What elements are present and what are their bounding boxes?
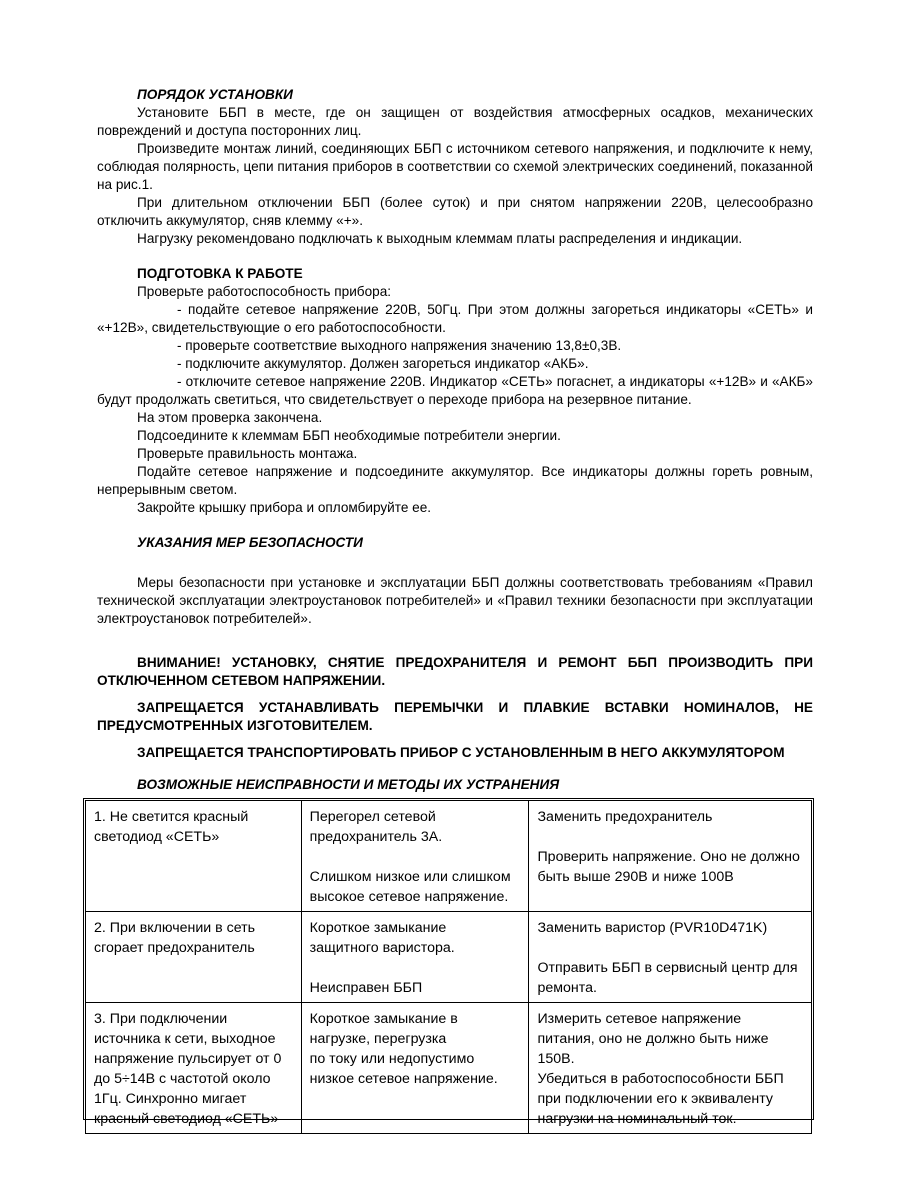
install-paragraph-3: При длительном отключении ББП (более суток) и при снятом напряжении 220В, целесообразно отключить аккумулятор, сняв клемму «+». <box>97 195 813 228</box>
prepare-heading: ПОДГОТОВКА К РАБОТЕ <box>137 266 303 281</box>
cell-text: 2. При включении в сеть <box>94 920 256 936</box>
faults-table <box>85 800 812 1134</box>
cause-cell <box>301 1003 529 1134</box>
warning-3: ЗАПРЕЩАЕТСЯ ТРАНСПОРТИРОВАТЬ ПРИБОР С УСТАНОВЛЕННЫМ В НЕГО АККУМУЛЯТОРОМ <box>137 745 785 760</box>
cell-text: Перегорел сетевой <box>309 809 436 825</box>
faults-heading: ВОЗМОЖНЫЕ НЕИСПРАВНОСТИ И МЕТОДЫ ИХ УСТРАНЕНИЯ <box>137 777 560 792</box>
safety-paragraph: Меры безопасности при установке и эксплуатации ББП должны соответствовать требованиям «Правил технической эксплуатации электроустановок потребителей» и «Правил техники безопасности при эксплуатации электроустановок потребителей». <box>97 575 813 626</box>
cell-text: предохранитель 3А. <box>309 829 443 845</box>
prepare-step-1: - подайте сетевое напряжение 220В, 50Гц. При этом должны загореться индикаторы «СЕТЬ» и «+12В», свидетельствующие о его работоспособности. <box>97 302 813 335</box>
cell-text: высокое сетевое напряжение. <box>309 889 509 905</box>
cell-text: Заменить варистор (PVR10D471K) <box>537 920 768 936</box>
warning-2: ЗАПРЕЩАЕТСЯ УСТАНАВЛИВАТЬ ПЕРЕМЫЧКИ И ПЛАВКИЕ ВСТАВКИ НОМИНАЛОВ, НЕ ПРЕДУСМОТРЕННЫХ ИЗГОТОВИТЕЛЕМ. <box>97 700 813 733</box>
cell-text: Измерить сетевое напряжение <box>537 1011 742 1027</box>
cell-text: при подключении его к эквиваленту <box>537 1091 774 1107</box>
cell-text: Заменить предохранитель <box>537 809 713 825</box>
problem-cell <box>86 1003 302 1134</box>
prepare-line-4: Подайте сетевое напряжение и подсоедините аккумулятор. Все индикаторы должны гореть ровным, непрерывным светом. <box>97 464 813 497</box>
prepare-step-2: - проверьте соответствие выходного напряжения значению 13,8±0,3В. <box>177 338 622 353</box>
cell-text: Короткое замыкание <box>309 920 447 936</box>
cell-text: низкое сетевое напряжение. <box>309 1071 498 1087</box>
fix-cell <box>529 801 812 912</box>
problem-cell <box>86 801 302 912</box>
cause-cell <box>301 912 529 1003</box>
prepare-intro: Проверьте работоспособность прибора: <box>137 284 392 299</box>
install-paragraph-1: Установите ББП в месте, где он защищен от воздействия атмосферных осадков, механических повреждений и доступа посторонних лиц. <box>97 105 813 138</box>
cell-text: нагрузке, перегрузка <box>309 1031 447 1047</box>
install-heading: ПОРЯДОК УСТАНОВКИ <box>137 87 293 102</box>
prepare-line-2: Подсоедините к клеммам ББП необходимые потребители энергии. <box>137 428 561 443</box>
table-row <box>86 1003 812 1134</box>
cell-text: Проверить напряжение. Оно не должно <box>537 849 800 865</box>
warning-1: ВНИМАНИЕ! УСТАНОВКУ, СНЯТИЕ ПРЕДОХРАНИТЕЛЯ И РЕМОНТ ББП ПРОИЗВОДИТЬ ПРИ ОТКЛЮЧЕННОМ СЕТЕВОМ НАПРЯЖЕНИИ. <box>97 655 813 688</box>
cause-cell <box>301 801 529 912</box>
cell-text: сгорает предохранитель <box>94 940 255 956</box>
prepare-line-3: Проверьте правильность монтажа. <box>137 446 358 461</box>
problem-cell <box>86 912 302 1003</box>
cell-text: защитного варистора. <box>309 940 455 956</box>
cell-text: 1Гц. Синхронно мигает <box>94 1091 247 1107</box>
cell-text: Убедиться в работоспособности ББП <box>537 1071 784 1087</box>
fix-cell <box>529 912 812 1003</box>
cell-text: красный светодиод «СЕТЬ» <box>94 1111 279 1127</box>
cell-text: до 5÷14В с частотой около <box>94 1071 271 1087</box>
install-paragraph-2: Произведите монтаж линий, соединяющих ББП с источником сетевого напряжения, и подключите к нему, соблюдая полярность, цепи питания приборов в соответствии со схемой электрических соединений, показанной на рис.1. <box>97 141 813 192</box>
install-paragraph-4: Нагрузку рекомендовано подключать к выходным клеммам платы распределения и индикации. <box>137 231 743 246</box>
cell-text: светодиод «СЕТЬ» <box>94 829 220 845</box>
fix-cell <box>529 1003 812 1134</box>
cell-text: питания, оно не должно быть ниже <box>537 1031 769 1047</box>
prepare-step-4: - отключите сетевое напряжение 220В. Индикатор «СЕТЬ» погаснет, а индикаторы «+12В» и «АКБ» будут продолжать светиться, что свидетельствует о переходе прибора на резервное питание. <box>97 374 813 407</box>
table-row <box>86 912 812 1003</box>
cell-text: ремонта. <box>537 980 597 996</box>
cell-text: 3. При подключении <box>94 1011 228 1027</box>
cell-text: Короткое замыкание в <box>309 1011 458 1027</box>
cell-text: Неисправен ББП <box>309 980 423 996</box>
table-row <box>86 801 812 912</box>
prepare-line-5: Закройте крышку прибора и опломбируйте ее. <box>137 500 432 515</box>
cell-text: по току или недопустимо <box>309 1051 475 1067</box>
cell-text: 150В. <box>537 1051 575 1067</box>
cell-text: напряжение пульсирует от 0 <box>94 1051 282 1067</box>
prepare-line-1: На этом проверка закончена. <box>137 410 323 425</box>
prepare-step-3: - подключите аккумулятор. Должен загореться индикатор «АКБ». <box>177 356 589 371</box>
cell-text: Слишком низкое или слишком <box>309 869 511 885</box>
cell-text: быть выше 290В и ниже 100В <box>537 869 734 885</box>
cell-text: нагрузки на номинальный ток. <box>537 1111 737 1127</box>
document-page <box>97 86 813 794</box>
safety-heading: УКАЗАНИЯ МЕР БЕЗОПАСНОСТИ <box>137 535 363 550</box>
cell-text: 1. Не светится красный <box>94 809 249 825</box>
cell-text: Отправить ББП в сервисный центр для <box>537 960 798 976</box>
cell-text: источника к сети, выходное <box>94 1031 276 1047</box>
